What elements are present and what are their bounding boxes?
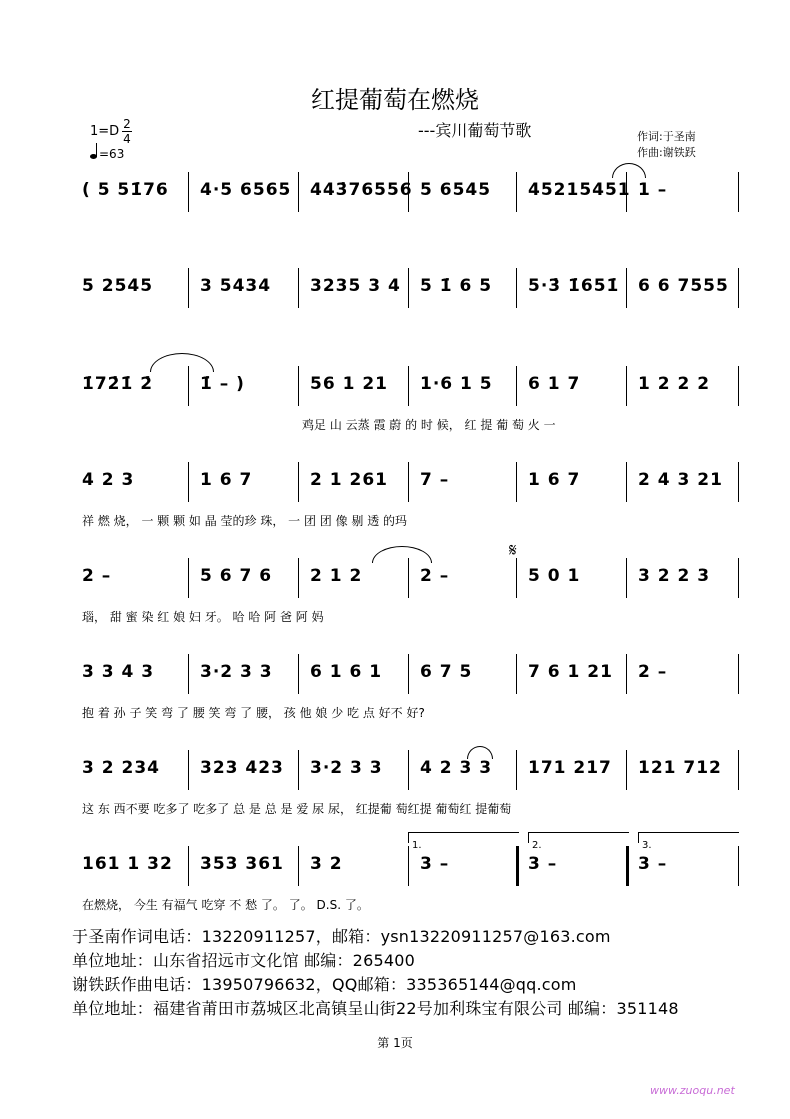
score-row <box>70 750 742 790</box>
measure-notes: 7 6 1 21 <box>528 662 613 682</box>
bar-line <box>298 268 299 308</box>
measure-notes: 3·2 3 3 <box>310 758 383 778</box>
bar-line <box>516 654 517 694</box>
measure-notes: 5 6 7 6 <box>200 566 273 586</box>
measure-notes: 1·6 1 5 <box>420 374 493 394</box>
composer-credit: 作曲:谢铁跃 <box>637 146 696 159</box>
measure-notes: 5 6545 <box>420 180 492 200</box>
measure-notes: 1̇ – ) <box>200 374 245 394</box>
watermark: www.zuoqu.net <box>650 1084 735 1097</box>
bar-line <box>738 750 739 790</box>
bar-line <box>516 846 519 886</box>
measure-notes: 6 7 5 <box>420 662 473 682</box>
bar-line <box>188 654 189 694</box>
measure-notes: 4 2 3 <box>82 470 135 490</box>
bar-line <box>408 268 409 308</box>
contact-line: 于圣南作词电话：13220911257，邮箱：ysn13220911257@163.com <box>72 927 611 946</box>
volta-number: 3. <box>642 840 652 851</box>
score-row <box>70 846 742 886</box>
volta-bracket <box>638 832 739 851</box>
song-title: 红提葡萄在燃烧 <box>311 86 479 114</box>
time-sig-top: 2 <box>123 117 131 131</box>
measure-notes: 1̇72̇1̇ 2̇ <box>82 374 154 394</box>
measure-notes: 3 – <box>420 854 450 874</box>
bar-line <box>188 172 189 212</box>
measure-notes: 3 – <box>528 854 558 874</box>
measure-notes: 3 3 4 3 <box>82 662 155 682</box>
measure-notes: 1 6 7 <box>528 470 581 490</box>
score-row <box>70 172 742 212</box>
volta-bracket <box>408 832 519 851</box>
bar-line <box>516 268 517 308</box>
measure-notes: 4 2 3 3 <box>420 758 493 778</box>
bar-line <box>626 750 627 790</box>
measure-notes: 6 6 7555 <box>638 276 729 296</box>
measure-notes: 5 2545 <box>82 276 154 296</box>
bar-line <box>408 750 409 790</box>
score-row <box>70 462 742 502</box>
bar-line <box>738 654 739 694</box>
tempo-marking <box>90 147 124 161</box>
bar-line <box>408 462 409 502</box>
bar-line <box>738 172 739 212</box>
measure-notes: 4·5 6565 <box>200 180 292 200</box>
score-row <box>70 366 742 406</box>
bar-line <box>738 366 739 406</box>
tie-slur <box>150 353 214 372</box>
bar-line <box>188 558 189 598</box>
measure-notes: 323 423 <box>200 758 284 778</box>
measure-notes: 3 2 <box>310 854 343 874</box>
bar-line <box>298 846 299 886</box>
measure-notes: 2 1 2 <box>310 566 363 586</box>
measure-notes: 1 2 2 2 <box>638 374 711 394</box>
lyrics-line: 这 东 西不要 吃多了 吃多了 总 是 总 是 爱 尿 尿， 红提葡 萄红提 葡萄红 提葡萄 <box>82 802 512 816</box>
measure-notes: 353 361 <box>200 854 284 874</box>
bar-line <box>626 654 627 694</box>
score-row <box>70 268 742 308</box>
contact-line: 单位地址：山东省招远市文化馆 邮编：265400 <box>72 951 415 970</box>
bar-line <box>516 366 517 406</box>
volta-number: 1. <box>412 840 422 851</box>
bar-line <box>298 558 299 598</box>
measure-notes: 2 1 261 <box>310 470 388 490</box>
measure-notes: 2 4 3 21 <box>638 470 723 490</box>
measure-notes: 6 1 7 <box>528 374 581 394</box>
bar-line <box>626 846 629 886</box>
bar-line <box>516 172 517 212</box>
bar-line <box>408 366 409 406</box>
tempo-value: =63 <box>99 147 125 161</box>
measure-notes: 56 1 21 <box>310 374 388 394</box>
lyrics-line: 在燃烧， 今生 有福气 吃穿 不 愁 了。 了。 D.S. 了。 <box>82 898 369 912</box>
volta-bracket <box>528 832 629 851</box>
bar-line <box>738 462 739 502</box>
bar-line <box>188 750 189 790</box>
measure-notes: 1 6 7 <box>200 470 253 490</box>
bar-line <box>408 558 409 598</box>
bar-line <box>298 366 299 406</box>
measure-notes: 443̇76556 <box>310 180 413 200</box>
bar-line <box>298 654 299 694</box>
contact-line: 谢铁跃作曲电话：13950796632，QQ邮箱：335365144@qq.com <box>72 975 577 994</box>
time-sig-bottom: 4 <box>123 132 131 146</box>
lyrics-line: 瑙， 甜 蜜 染 红 娘 妇 牙。 哈 哈 阿 爸 阿 妈 <box>82 610 324 624</box>
measure-notes: 3·2 3 3 <box>200 662 273 682</box>
measure-notes: 2 – <box>638 662 668 682</box>
bar-line <box>626 268 627 308</box>
bar-line <box>626 366 627 406</box>
measure-notes: 5 1̇ 6 5 <box>420 276 493 296</box>
bar-line <box>188 268 189 308</box>
key-signature: 1=D <box>90 124 120 139</box>
lyrics-line: 鸡足 山 云蒸 霞 蔚 的 时 候， 红 提 葡 萄 火 一 <box>302 418 556 432</box>
time-signature <box>122 117 132 146</box>
measure-notes: 7 – <box>420 470 450 490</box>
lyricist-credit: 作词:于圣南 <box>637 130 696 143</box>
contact-line: 单位地址：福建省莆田市荔城区北高镇呈山街22号加利珠宝有限公司 邮编：351148 <box>72 999 679 1018</box>
song-subtitle: ---宾川葡萄节歌 <box>418 121 532 140</box>
bar-line <box>188 462 189 502</box>
measure-notes: 2 – <box>420 566 450 586</box>
segno-sign: 𝄋 <box>509 540 517 561</box>
measure-notes: 1 – <box>638 180 668 200</box>
quarter-note-icon <box>90 154 97 159</box>
bar-line <box>516 558 517 598</box>
lyrics-line: 祥 燃 烧， 一 颗 颗 如 晶 莹的珍 珠， 一 团 团 像 剔 透 的玛 <box>82 514 408 528</box>
bar-line <box>516 462 517 502</box>
measure-notes: 6 1 6 1 <box>310 662 383 682</box>
bar-line <box>298 462 299 502</box>
bar-line <box>626 558 627 598</box>
measure-notes: 121 712 <box>638 758 722 778</box>
measure-notes: 3 – <box>638 854 668 874</box>
measure-notes: 3 2 234 <box>82 758 160 778</box>
bar-line <box>188 846 189 886</box>
measure-notes: 5 0 1 <box>528 566 581 586</box>
score-row <box>70 558 742 598</box>
measure-notes: 3 5434 <box>200 276 272 296</box>
bar-line <box>408 654 409 694</box>
bar-line <box>738 558 739 598</box>
bar-line <box>516 750 517 790</box>
bar-line <box>738 846 739 886</box>
page-number: 第 1页 <box>377 1036 413 1050</box>
tie-slur <box>612 163 646 178</box>
measure-notes: 171 217 <box>528 758 612 778</box>
bar-line <box>298 172 299 212</box>
bar-line <box>298 750 299 790</box>
bar-line <box>188 366 189 406</box>
bar-line <box>408 846 409 886</box>
measure-notes: 5·3̇ 1̇651̇ <box>528 276 620 296</box>
lyrics-line: 抱 着 孙 子 笑 弯 了 腰 笑 弯 了 腰， 孩 他 娘 少 吃 点 好不 好? <box>82 706 425 720</box>
measure-notes: ( 5 51̇76 <box>82 180 169 200</box>
measure-notes: 3 2 2 3 <box>638 566 711 586</box>
tie-slur <box>372 546 432 563</box>
measure-notes: 3235 3 4 <box>310 276 401 296</box>
tie-slur <box>467 746 493 759</box>
score-row <box>70 654 742 694</box>
volta-number: 2. <box>532 840 542 851</box>
measure-notes: 45215451 <box>528 180 631 200</box>
measure-notes: 161 1 32 <box>82 854 173 874</box>
bar-line <box>626 462 627 502</box>
bar-line <box>738 268 739 308</box>
measure-notes: 2 – <box>82 566 112 586</box>
